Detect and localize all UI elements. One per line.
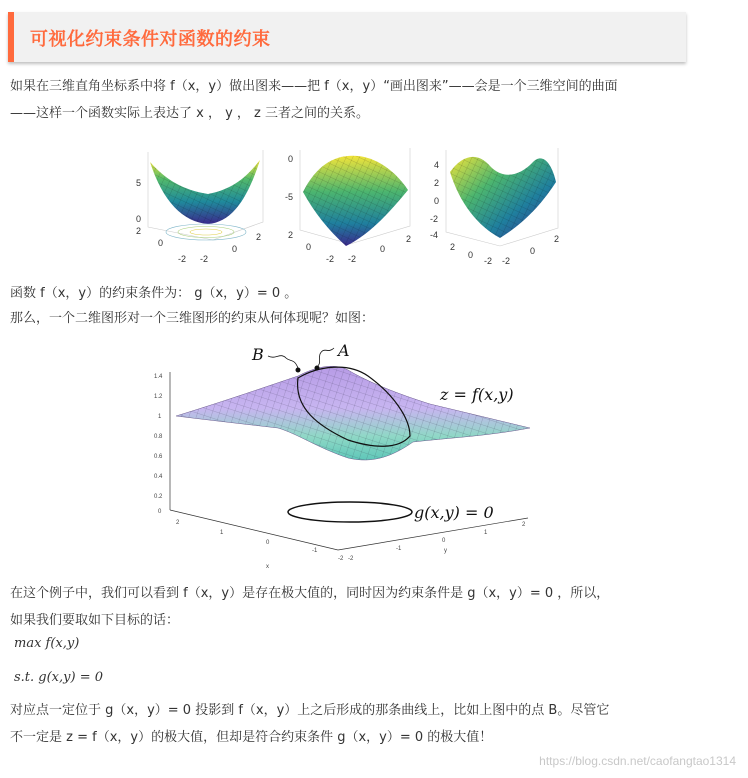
constraint-line-1: 函数 f（x，y）的约束条件为： g（x，y）= 0 。 xyxy=(10,286,298,301)
p1-x-tick: -2 xyxy=(178,254,187,264)
surface-plots-row xyxy=(128,142,568,270)
fig-z-tick: 0.2 xyxy=(154,494,163,500)
p1-x-tick: 2 xyxy=(136,226,142,236)
plot-1-bowl xyxy=(136,150,263,264)
math-objective: max f(x,y) xyxy=(14,636,80,651)
constraint-label: g(x,y) = 0 xyxy=(414,503,494,522)
fig-z-tick: 0 xyxy=(158,509,162,515)
p1-x-tick: 0 xyxy=(158,238,164,248)
fig-x-tick: 0 xyxy=(266,540,270,546)
p3-x-tick: 2 xyxy=(450,242,456,252)
watermark: https://blog.csdn.net/caofangtao1314 xyxy=(539,754,736,768)
p3-y-tick: -2 xyxy=(502,256,511,266)
p3-z-tick: 4 xyxy=(434,160,440,170)
plot-3-saddle xyxy=(430,148,559,266)
fig-y-tick: -2 xyxy=(348,556,354,562)
constraint-line-2: 那么，一个二维图形对一个三维图形的约束从何体现呢？如图： xyxy=(10,311,375,326)
fig-x-tick: 1 xyxy=(220,530,224,536)
p2-y-tick: -2 xyxy=(348,254,357,264)
constraint-figure xyxy=(148,338,548,570)
plot-2-dome xyxy=(285,148,411,264)
fig-x-tick: -1 xyxy=(312,548,318,554)
fig-y-tick: 0 xyxy=(442,538,446,544)
fig-y-axis-label: y xyxy=(444,548,447,554)
intro-line-1: 如果在三维直角坐标系中将 f（x，y）做出图来——把 f（x，y）“画出图来”——会是一个三维空间的曲面 xyxy=(10,79,618,94)
p3-x-tick: -2 xyxy=(484,256,493,266)
fig-z-tick: 0.4 xyxy=(154,474,163,480)
p2-z-tick: -5 xyxy=(285,192,294,202)
p3-z-tick: 0 xyxy=(434,196,440,206)
p1-z-tick: 0 xyxy=(136,214,142,224)
p3-y-tick: 2 xyxy=(554,234,560,244)
conclusion-line-1: 对应点一定位于 g（x，y）= 0 投影到 f（x，y）上之后形成的那条曲线上，比如上图中的点 B。尽管它 xyxy=(10,703,610,718)
p2-y-tick: 2 xyxy=(406,234,412,244)
constraint-ellipse xyxy=(288,502,412,522)
p1-y-tick: 2 xyxy=(256,232,262,242)
intro-line-2: ——这样一个函数实际上表达了 x ， y ， z 三者之间的关系。 xyxy=(10,106,370,121)
p1-y-tick: -2 xyxy=(200,254,209,264)
p3-y-tick: 0 xyxy=(530,246,536,256)
p3-z-tick: -2 xyxy=(430,214,439,224)
math-subject-to: s.t. g(x,y) = 0 xyxy=(14,670,103,685)
p2-x-tick: -2 xyxy=(326,254,335,264)
p3-z-tick: 2 xyxy=(434,178,440,188)
point-b xyxy=(296,368,301,373)
example-line-2: 如果我们要取如下目标的话： xyxy=(10,613,180,628)
p1-y-tick: 0 xyxy=(232,244,238,254)
point-a xyxy=(315,366,320,371)
fig-y-tick: -1 xyxy=(396,546,402,552)
fig-x-axis-label: x xyxy=(266,564,269,570)
p2-x-tick: 0 xyxy=(306,242,312,252)
p3-x-tick: 0 xyxy=(468,250,474,260)
fig-x-tick: 2 xyxy=(176,520,180,526)
p2-x-tick: 2 xyxy=(288,230,294,240)
section-heading xyxy=(8,12,686,62)
p1-z-tick: 5 xyxy=(136,178,142,188)
p2-z-tick: 0 xyxy=(288,154,294,164)
fig-z-tick: 1 xyxy=(158,414,162,420)
fig-z-tick: 1.2 xyxy=(154,394,163,400)
fig-z-tick: 0.6 xyxy=(154,454,163,460)
conclusion-line-2: 不一定是 z = f（x，y）的极大值，但却是符合约束条件 g（x，y）= 0 的极大值！ xyxy=(10,730,493,745)
label-b: B xyxy=(252,345,264,364)
fig-z-tick: 1.4 xyxy=(154,374,163,380)
fig-y-tick: 2 xyxy=(522,522,526,528)
fig-y-tick: 1 xyxy=(484,530,488,536)
surface-label: z = f(x,y) xyxy=(440,385,514,404)
p3-z-tick: -4 xyxy=(430,230,439,240)
section-title: 可视化约束条件对函数的约束 xyxy=(30,29,271,50)
fig-x-tick: -2 xyxy=(338,556,344,562)
label-a: A xyxy=(338,341,350,360)
fig-z-tick: 0.8 xyxy=(154,434,163,440)
example-line-1: 在这个例子中，我们可以看到 f（x，y）是存在极大值的，同时因为约束条件是 g（x，y）= 0 ，所以， xyxy=(10,586,610,601)
p2-y-tick: 0 xyxy=(380,244,386,254)
